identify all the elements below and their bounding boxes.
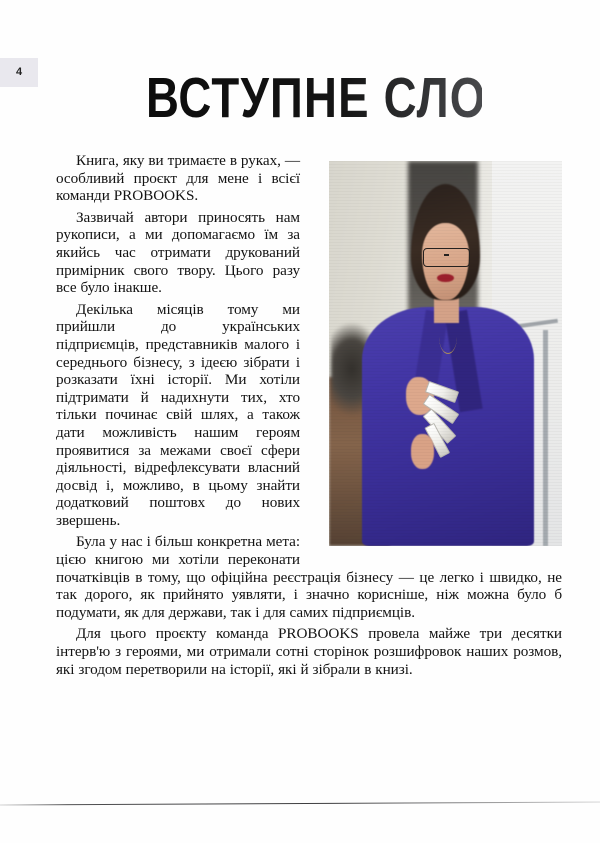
article-body [56,152,562,679]
paragraph: Для цього проєкту команда PROBOOKS провела майже три десятки інтерв'ю з героями, ми отримали сотні сторінок розшифровок наших розмов, які згодом перетворили на історії, які й зібрали в книзі. [56,625,562,678]
portrait-photo [329,161,562,546]
page-title-container [146,66,566,132]
photo-print-grain [329,161,562,546]
page-title: ВСТУПНЕ СЛОВО [146,66,557,130]
page-number: 4 [15,66,23,78]
scan-artifact-line [0,802,600,806]
paragraph: Зазвичай автори приносять нам рукописи, а ми допомагаємо їм за якийсь час отримати друкований примірник свого твору. Цього разу все було інакше. [56,208,300,297]
paragraph: Була у нас і більш конкретна мета: цією книгою ми хотіли переконати початківців в тому, що офіційна реєстрація бізнесу — це легко і швидко, не так дорого, як прийнято уявляти, і значно корисніше, ніж можна було б подумати, як для держави, так і для самих підприємців. [56,533,562,621]
portrait-photo-float [314,161,562,553]
paragraph: Книга, яку ви тримаєте в руках, — особливий проєкт для мене і всієї команди PROBOOKS. [56,152,300,205]
page-number-badge [0,58,38,87]
paragraph: Декілька місяців тому ми прийшли до українських підприємців, представників малого і середнього бізнесу, з ідеєю зібрати і розказати їхні історії. Ми хотіли підтримати й надихнути тих, хто тільки починає свій шлях, а також дати можливість нашим героям проявитися за межами своєї сфери діяльності, відрефлексувати власний досвід і, можливо, в цьому знайти додатковий поштовх до нових звершень. [56,300,300,529]
